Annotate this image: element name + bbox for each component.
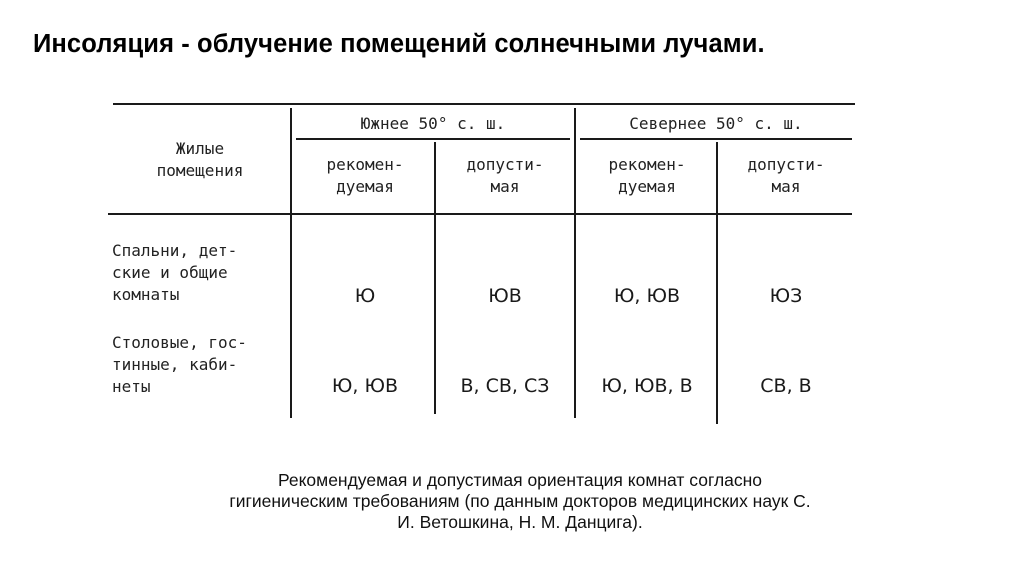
cell-bedrooms-north-allowed: ЮЗ: [769, 285, 803, 307]
caption-line: Рекомендуемая и допустимая ориентация комнат согласно: [277, 470, 763, 490]
subheader-line: дуемая: [618, 177, 676, 196]
cell-dining-south-recommended: Ю, ЮВ: [331, 375, 399, 397]
row-label-line: ские и общие: [112, 263, 228, 282]
subheader-north-allowed: [718, 154, 854, 198]
row-label-line: неты: [112, 377, 151, 396]
cell-bedrooms-south-allowed: ЮВ: [488, 285, 522, 307]
caption-line: И. Ветошкина, Н. М. Данцига).: [397, 512, 643, 532]
row-label-dining: [112, 332, 288, 398]
caption: [100, 470, 940, 533]
row-header-label: [120, 138, 280, 182]
divider-label-column: [290, 108, 292, 418]
subheader-line: рекомен-: [326, 155, 404, 174]
page-title: Инсоляция - облучение помещений солнечными лучами.: [33, 30, 765, 58]
row-header-line: помещения: [156, 161, 244, 180]
subheader-line: рекомен-: [608, 155, 686, 174]
row-label-line: комнаты: [112, 285, 180, 304]
cell-dining-north-allowed: СВ, В: [760, 375, 812, 397]
subheader-line: дуемая: [336, 177, 394, 196]
subheader-line: мая: [490, 177, 520, 196]
cell-dining-south-allowed: В, СВ, СЗ: [460, 375, 550, 397]
row-header-line: Жилые: [175, 139, 225, 158]
cell-dining-north-recommended: Ю, ЮВ, В: [601, 375, 693, 397]
group-underline-north: [580, 138, 852, 140]
row-label-line: Столовые, гос-: [112, 333, 247, 352]
header-bottom-rule: [108, 213, 852, 215]
subheader-north-recommended: [578, 154, 716, 198]
subheader-line: допусти-: [466, 155, 544, 174]
row-label-line: тинные, каби-: [112, 355, 238, 374]
group-header-north: Севернее 50° с. ш.: [629, 114, 803, 133]
subheader-south-recommended: [296, 154, 434, 198]
caption-line: гигиеническим требованиям (по данным докторов медицинских наук С.: [229, 491, 811, 511]
group-underline-south: [296, 138, 570, 140]
table-top-rule: [113, 103, 855, 105]
divider-south-north: [574, 108, 576, 418]
subheader-south-allowed: [436, 154, 574, 198]
cell-bedrooms-south-recommended: Ю: [354, 285, 376, 307]
group-header-south: Южнее 50° с. ш.: [360, 114, 506, 133]
row-label-bedrooms: [112, 240, 288, 306]
subheader-line: мая: [771, 177, 801, 196]
row-label-line: Спальни, дет-: [112, 241, 238, 260]
cell-bedrooms-north-recommended: Ю, ЮВ: [613, 285, 681, 307]
subheader-line: допусти-: [747, 155, 825, 174]
